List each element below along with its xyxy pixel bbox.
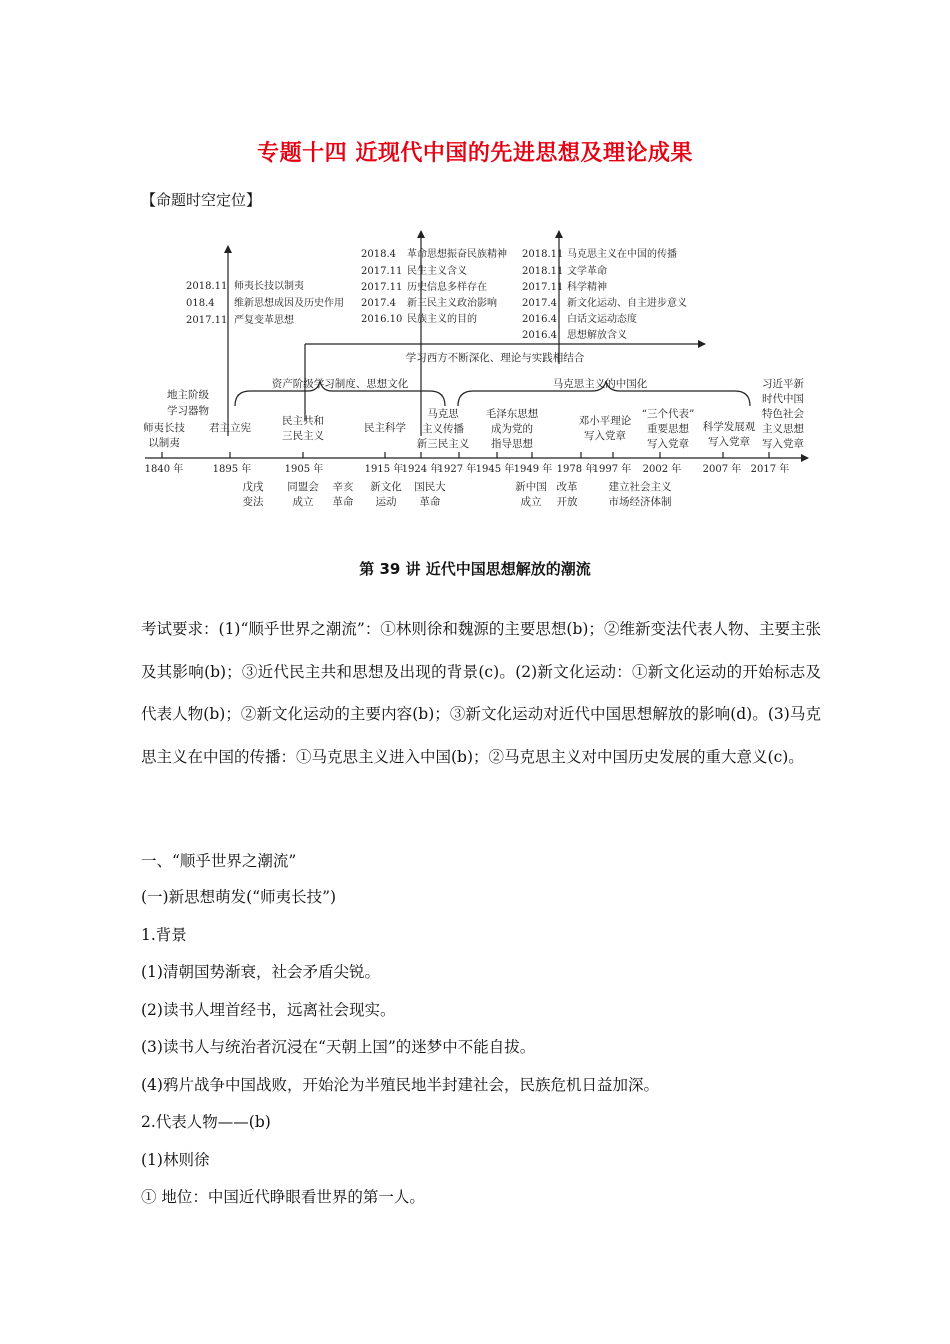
above-item-5: 民主科学 — [364, 422, 406, 434]
tr-item-1: 马克思主义在中国的传播 — [567, 249, 677, 260]
subheading-background: 1.背景 — [141, 926, 187, 944]
year-2017: 2017 年 — [750, 464, 790, 475]
section-tag: 【命题时空定位】 — [141, 191, 262, 209]
tm-date-5: 2016.10 — [361, 314, 403, 325]
below-item-2: 同盟会成立 — [287, 481, 319, 508]
tl-date-3: 2017.11 — [186, 315, 228, 326]
figure-status: ① 地位：中国近代睁眼看世界的第一人。 — [141, 1188, 425, 1206]
below-item-1: 戊戌变法 — [242, 481, 264, 508]
tm-item-4: 新三民主义政治影响 — [407, 298, 497, 309]
tm-item-1: 革命思想振奋民族精神 — [407, 249, 507, 260]
above-item-11: 习近平新时代中国特色社会主义思想写入党章 — [762, 378, 804, 450]
year-1945: 1945 年 — [475, 464, 515, 475]
year-2002: 2002 年 — [642, 464, 682, 475]
tr-item-5: 白话文运动态度 — [567, 314, 637, 325]
tl-item-3: 严复变革思想 — [234, 315, 294, 326]
below-item-8: 建立社会主义市场经济体制 — [608, 481, 672, 508]
tr-date-2: 2018.11 — [522, 266, 564, 277]
year-1905: 1905 年 — [284, 464, 324, 475]
tl-date-1: 2018.11 — [186, 281, 228, 292]
background-point-4: (4)鸦片战争中国战败，开始沦为半殖民地半封建社会，民族危机日益加深。 — [141, 1076, 659, 1094]
year-1840: 1840 年 — [144, 464, 184, 475]
tm-item-3: 历史信息多样存在 — [407, 282, 487, 293]
tm-date-3: 2017.11 — [361, 282, 403, 293]
below-item-3: 辛亥革命 — [332, 481, 354, 508]
year-2007: 2007 年 — [702, 464, 742, 475]
tr-item-3: 科学精神 — [567, 282, 607, 293]
tm-item-5: 民族主义的目的 — [407, 314, 477, 325]
above-item-4: 民主共和三民主义 — [282, 415, 324, 442]
figure-lin-zexu: (1)林则徐 — [141, 1151, 210, 1169]
brace-left-label: 资产阶级学习制度、思想文化 — [271, 378, 409, 390]
background-point-1: (1)清朝国势渐衰，社会矛盾尖锐。 — [141, 963, 380, 981]
above-item-9: “三个代表”重要思想写入党章 — [641, 408, 695, 450]
tl-item-1: 师夷长技以制夷 — [234, 281, 304, 292]
below-item-4: 新文化运动 — [370, 481, 402, 508]
tr-date-4: 2017.4 — [522, 298, 557, 309]
tr-date-6: 2016.4 — [522, 330, 557, 341]
tl-item-2: 维新思想成因及历史作用 — [234, 298, 344, 309]
above-item-1: 师夷长技以制夷 — [143, 422, 185, 449]
tm-date-1: 2018.4 — [361, 249, 396, 260]
brace-right-label: 马克思主义的中国化 — [552, 378, 648, 390]
year-1924: 1924 年 — [401, 464, 441, 475]
exam-requirements: 考试要求：(1)“顺乎世界之潮流”：①林则徐和魏源的主要思想(b)；②维新变法代表人物、主要主张及其影响(b)；③近代民主共和思想及出现的背景(c)。(2)新文化运动：①新文化运动的开始标志及代表人物(b)；②新文化运动的主要内容(b)；③新文化运动对近代中国思想解放的影响(d)。(3)马克思主义在中国的传播：①马克思主义进入中国(b)；②马克思主义对中国历史发展的重大意义(c)。 — [141, 620, 821, 766]
year-1927: 1927 年 — [437, 464, 477, 475]
above-item-10: 科学发展观写入党章 — [702, 421, 756, 448]
year-1895: 1895 年 — [212, 464, 252, 475]
year-1978: 1978 年 — [556, 464, 596, 475]
tr-item-4: 新文化运动、自主进步意义 — [567, 298, 687, 309]
year-1949: 1949 年 — [513, 464, 553, 475]
above-item-7: 毛泽东思想成为党的指导思想 — [485, 408, 539, 450]
above-item-6: 马克思主义传播新三民主义 — [416, 408, 470, 450]
tr-item-6: 思想解放含义 — [567, 330, 627, 341]
tr-item-2: 文学革命 — [567, 266, 607, 277]
background-point-3: (3)读书人与统治者沉浸在“天朝上国”的迷梦中不能自拔。 — [141, 1038, 536, 1056]
background-point-2: (2)读书人埋首经书，远离社会现实。 — [141, 1001, 396, 1019]
below-item-7: 改革开放 — [556, 481, 578, 508]
subheading-figures: 2.代表人物——(b) — [141, 1113, 271, 1131]
below-item-5: 国民大革命 — [414, 481, 446, 508]
below-item-6: 新中国成立 — [515, 481, 547, 508]
tm-date-4: 2017.4 — [361, 298, 396, 309]
heading-1-1: (一)新思想萌发(“师夷长技”) — [141, 888, 337, 906]
tm-item-2: 民生主义含义 — [407, 266, 467, 277]
tr-date-1: 2018.11 — [522, 249, 564, 260]
above-item-2: 地主阶级学习器物 — [167, 389, 209, 417]
above-item-3: 君主立宪 — [209, 422, 251, 434]
heading-1: 一、“顺乎世界之潮流” — [141, 852, 297, 870]
tl-date-2: 018.4 — [186, 298, 215, 309]
timeline-diagram — [140, 226, 820, 516]
year-1997: 1997 年 — [592, 464, 632, 475]
lecture-title: 第 39 讲 近代中国思想解放的潮流 — [359, 560, 591, 578]
tm-date-2: 2017.11 — [361, 266, 403, 277]
page-title: 专题十四 近现代中国的先进思想及理论成果 — [257, 141, 693, 166]
year-1915: 1915 年 — [364, 464, 404, 475]
arrow-label: 学习西方不断深化、理论与实践相结合 — [405, 352, 585, 364]
tr-date-3: 2017.11 — [522, 282, 564, 293]
tr-date-5: 2016.4 — [522, 314, 557, 325]
above-item-8: 邓小平理论写入党章 — [578, 415, 632, 442]
